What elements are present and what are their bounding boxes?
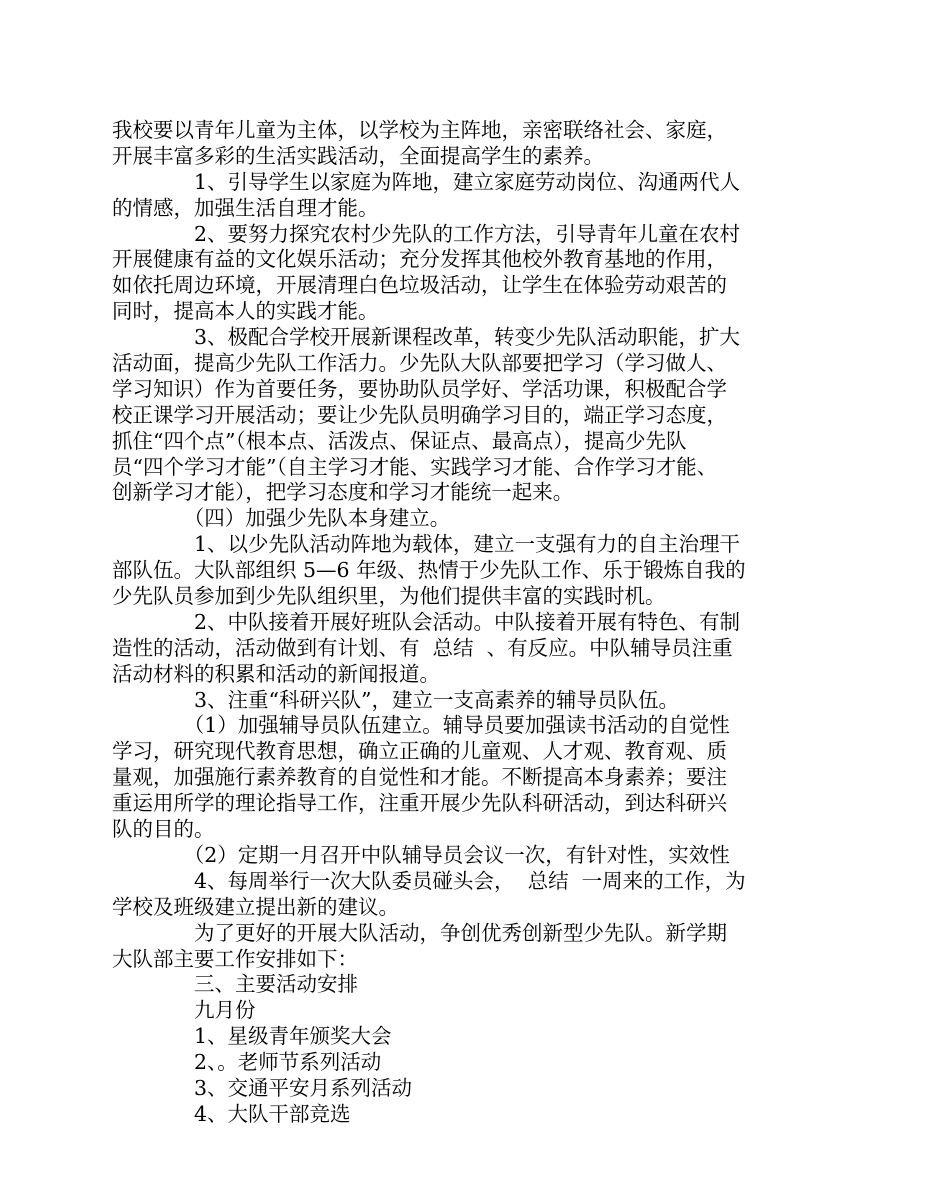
document-line: 2、中队接着开展好班队会活动。中队接着开展有特色、有制	[112, 609, 741, 634]
document-line: 2、要努力探究农村少先队的工作方法，引导青年儿童在农村	[112, 221, 741, 246]
document-line: 如依托周边环境，开展清理白色垃圾活动，让学生在体验劳动艰苦的	[112, 273, 727, 298]
document-line: 量观，加强施行素养教育的自觉性和才能。不断提高本身素养；要注	[112, 765, 727, 790]
document-line: 3、交通平安月系列活动	[112, 1075, 413, 1100]
document-line: 2、。老师节系列活动	[112, 1050, 382, 1075]
document-line: 4、每周举行一次大队委员碰头会， 总结 一周来的工作，为	[112, 868, 746, 893]
document-line: 开展健康有益的文化娱乐活动；充分发挥其他校外教育基地的作用，	[112, 247, 727, 272]
document-line: 员“四个学习才能”（自主学习才能、实践学习才能、合作学习才能、	[112, 454, 718, 479]
document-line: （1）加强辅导员队伍建立。辅导员要加强读书活动的自觉性	[112, 713, 730, 738]
document-body	[112, 118, 832, 1128]
document-line: 1、引导学生以家庭为阵地，建立家庭劳动岗位、沟通两代人	[112, 169, 741, 194]
document-line: 队的目的。	[112, 817, 215, 842]
document-line: 我校要以青年儿童为主体，以学校为主阵地，亲密联络社会、家庭，	[112, 118, 727, 142]
document-line: 为了更好的开展大队活动，争创优秀创新型少先队。新学期	[112, 920, 727, 945]
document-line: 3、极配合学校开展新课程改革，转变少先队活动职能，扩大	[112, 325, 741, 350]
document-line: 活动面，提高少先队工作活力。少先队大队部要把学习（学习做人、	[112, 351, 727, 376]
document-line: 创新学习才能），把学习态度和学习才能统一起来。	[112, 480, 574, 505]
document-line: 校正课学习开展活动；要让少先队员明确学习目的，端正学习态度，	[112, 402, 727, 427]
document-line: （2）定期一月召开中队辅导员会议一次，有针对性，实效性	[112, 842, 730, 867]
document-line: 活动材料的积累和活动的新闻报道。	[112, 661, 440, 686]
document-line: 重运用所学的理论指导工作，注重开展少先队科研活动，到达科研兴	[112, 791, 727, 816]
document-line: 1、星级青年颁奖大会	[112, 1024, 392, 1049]
document-line: 同时，提高本人的实践才能。	[112, 299, 379, 324]
document-line: （四）加强少先队本身建立。	[112, 506, 451, 531]
document-line: 三、主要活动安排	[112, 972, 358, 997]
document-line: 少先队员参加到少先队组织里，为他们提供丰富的实践时机。	[112, 584, 666, 609]
document-line: 大队部主要工作安排如下：	[112, 946, 358, 971]
document-line: 抓住“四个点”（根本点、活泼点、保证点、最高点），提高少先队	[112, 428, 687, 453]
document-line: 部队伍。大队部组织 5—6 年级、热情于少先队工作、乐于锻炼自我的	[112, 558, 746, 583]
document-line: 造性的活动，活动做到有计划、有 总结 、有反应。中队辅导员注重	[112, 635, 733, 660]
document-line: 学习知识）作为首要任务，要协助队员学好、学活功课，积极配合学	[112, 376, 727, 401]
document-line: 1、以少先队活动阵地为载体，建立一支强有力的自主治理干	[112, 532, 741, 557]
document-line: 3、注重“科研兴队”，建立一支高素养的辅导员队伍。	[112, 687, 680, 712]
document-line: 4、大队干部竞选	[112, 1101, 351, 1126]
document-line: 学校及班级建立提出新的建议。	[112, 894, 399, 919]
document-line: 开展丰富多彩的生活实践活动，全面提高学生的素养。	[112, 143, 604, 168]
document-line: 九月份	[112, 998, 256, 1023]
document-line: 学习，研究现代教育思想，确立正确的儿童观、人才观、教育观、质	[112, 739, 727, 764]
document-line: 的情感，加强生活自理才能。	[112, 195, 379, 220]
